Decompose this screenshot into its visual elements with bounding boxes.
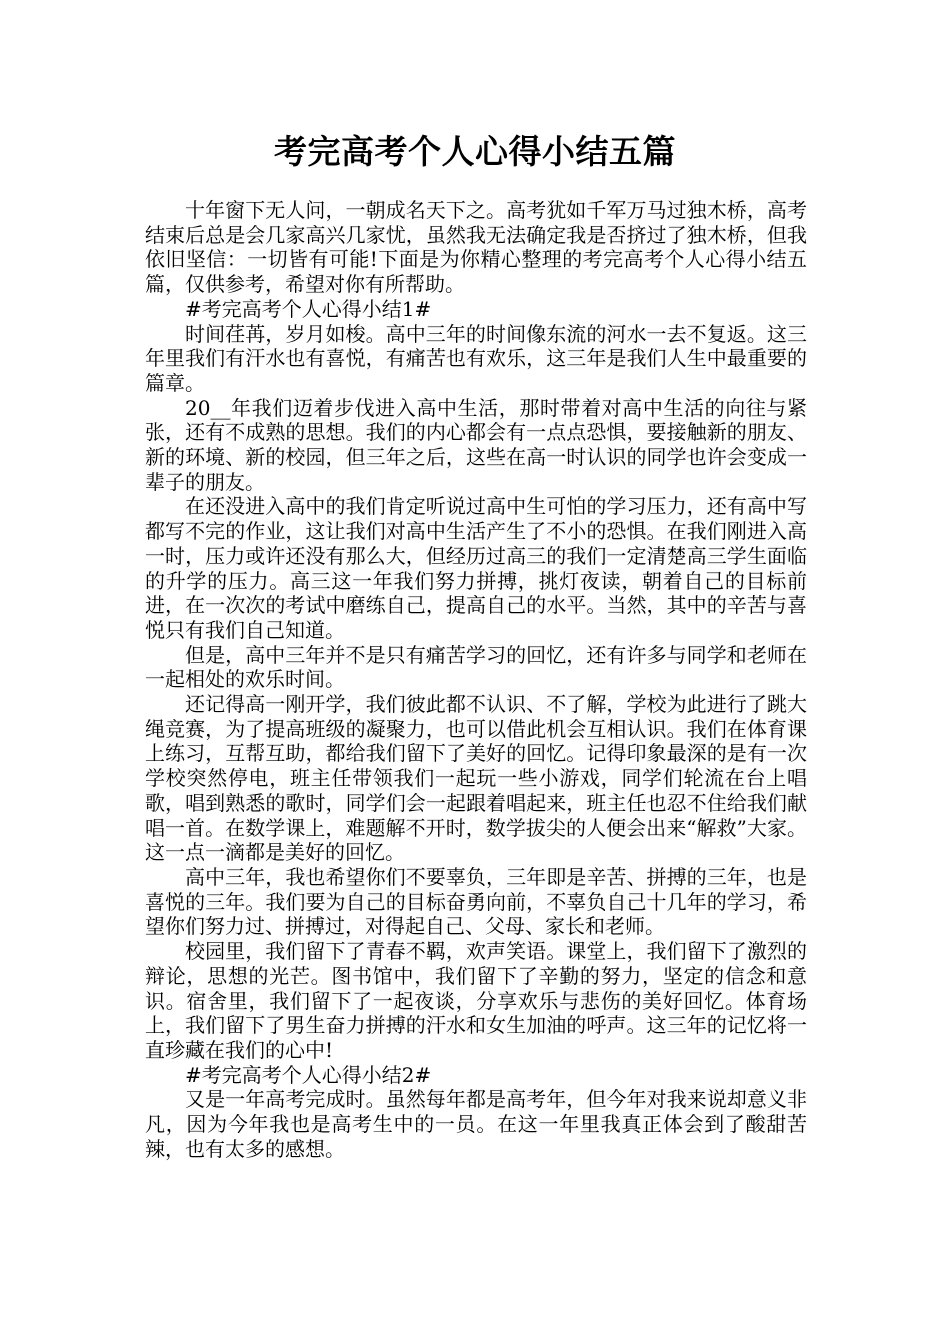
body-paragraph: 校园里，我们留下了青春不羁，欢声笑语。课堂上，我们留下了激烈的辩论，思想的光芒。图书馆中，我们留下了辛勤的努力，坚定的信念和意识。宿舍里，我们留下了一起夜谈，分享欢乐与悲伤的美好回忆。体育场上，我们留下了男生奋力拼搏的汗水和女生加油的呼声。这三年的记忆将一直珍藏在我们的心中!: [145, 939, 807, 1062]
intro-paragraph: 十年窗下无人问，一朝成名天下之。高考犹如千军万马过独木桥，高考结束后总是会几家高兴几家忧，虽然我无法确定我是否挤过了独木桥，但我依旧坚信：一切皆有可能!下面是为你精心整理的考完高考个人心得小结五篇，仅供参考，希望对你有所帮助。: [145, 198, 807, 297]
body-paragraph: 但是，高中三年并不是只有痛苦学习的回忆，还有许多与同学和老师在一起相处的欢乐时间。: [145, 642, 807, 692]
section-heading-1: #考完高考个人心得小结1#: [185, 296, 432, 321]
section-heading-2: #考完高考个人心得小结2#: [185, 1062, 432, 1087]
document-body: [145, 198, 807, 1161]
body-paragraph: 又是一年高考完成时。虽然每年都是高考年，但今年对我来说却意义非凡，因为今年我也是高考生中的一员。在这一年里我真正体会到了酸甜苦辣，也有太多的感想。: [145, 1087, 807, 1161]
document-title: 考完高考个人心得小结五篇: [274, 132, 676, 171]
body-paragraph: 在还没进入高中的我们肯定听说过高中生可怕的学习压力，还有高中写都写不完的作业，这让我们对高中生活产生了不小的恐惧。在我们刚进入高一时，压力或许还没有那么大，但经历过高三的我们一定清楚高三学生面临的升学的压力。高三这一年我们努力拼搏，挑灯夜读，朝着自己的目标前进，在一次次的考试中磨练自己，提高自己的水平。当然，其中的辛苦与喜悦只有我们自己知道。: [145, 494, 807, 642]
body-paragraph: 高中三年，我也希望你们不要辜负，三年即是辛苦、拼搏的三年，也是喜悦的三年。我们要为自己的目标奋勇向前，不辜负自己十几年的学习，希望你们努力过、拼搏过，对得起自己、父母、家长和老师。: [145, 864, 807, 939]
body-paragraph: 20__年我们迈着步伐进入高中生活，那时带着对高中生活的向往与紧张，还有不成熟的思想。我们的内心都会有一点点恐惧，要接触新的朋友、新的环境、新的校园，但三年之后，这些在高一时认识的同学也许会变成一辈子的朋友。: [145, 395, 807, 494]
body-paragraph: 时间荏苒，岁月如梭。高中三年的时间像东流的河水一去不复返。这三年里我们有汗水也有喜悦，有痛苦也有欢乐，这三年是我们人生中最重要的篇章。: [145, 321, 807, 395]
body-paragraph: 还记得高一刚开学，我们彼此都不认识、不了解，学校为此进行了跳大绳竞赛，为了提高班级的凝聚力，也可以借此机会互相认识。我们在体育课上练习，互帮互助，都给我们留下了美好的回忆。记得印象最深的是有一次学校突然停电，班主任带领我们一起玩一些小游戏，同学们轮流在台上唱歌，唱到熟悉的歌时，同学们会一起跟着唱起来，班主任也忍不住给我们献唱一首。在数学课上，难题解不开时，数学拔尖的人便会出来“解救”大家。这一点一滴都是美好的回忆。: [145, 692, 807, 865]
